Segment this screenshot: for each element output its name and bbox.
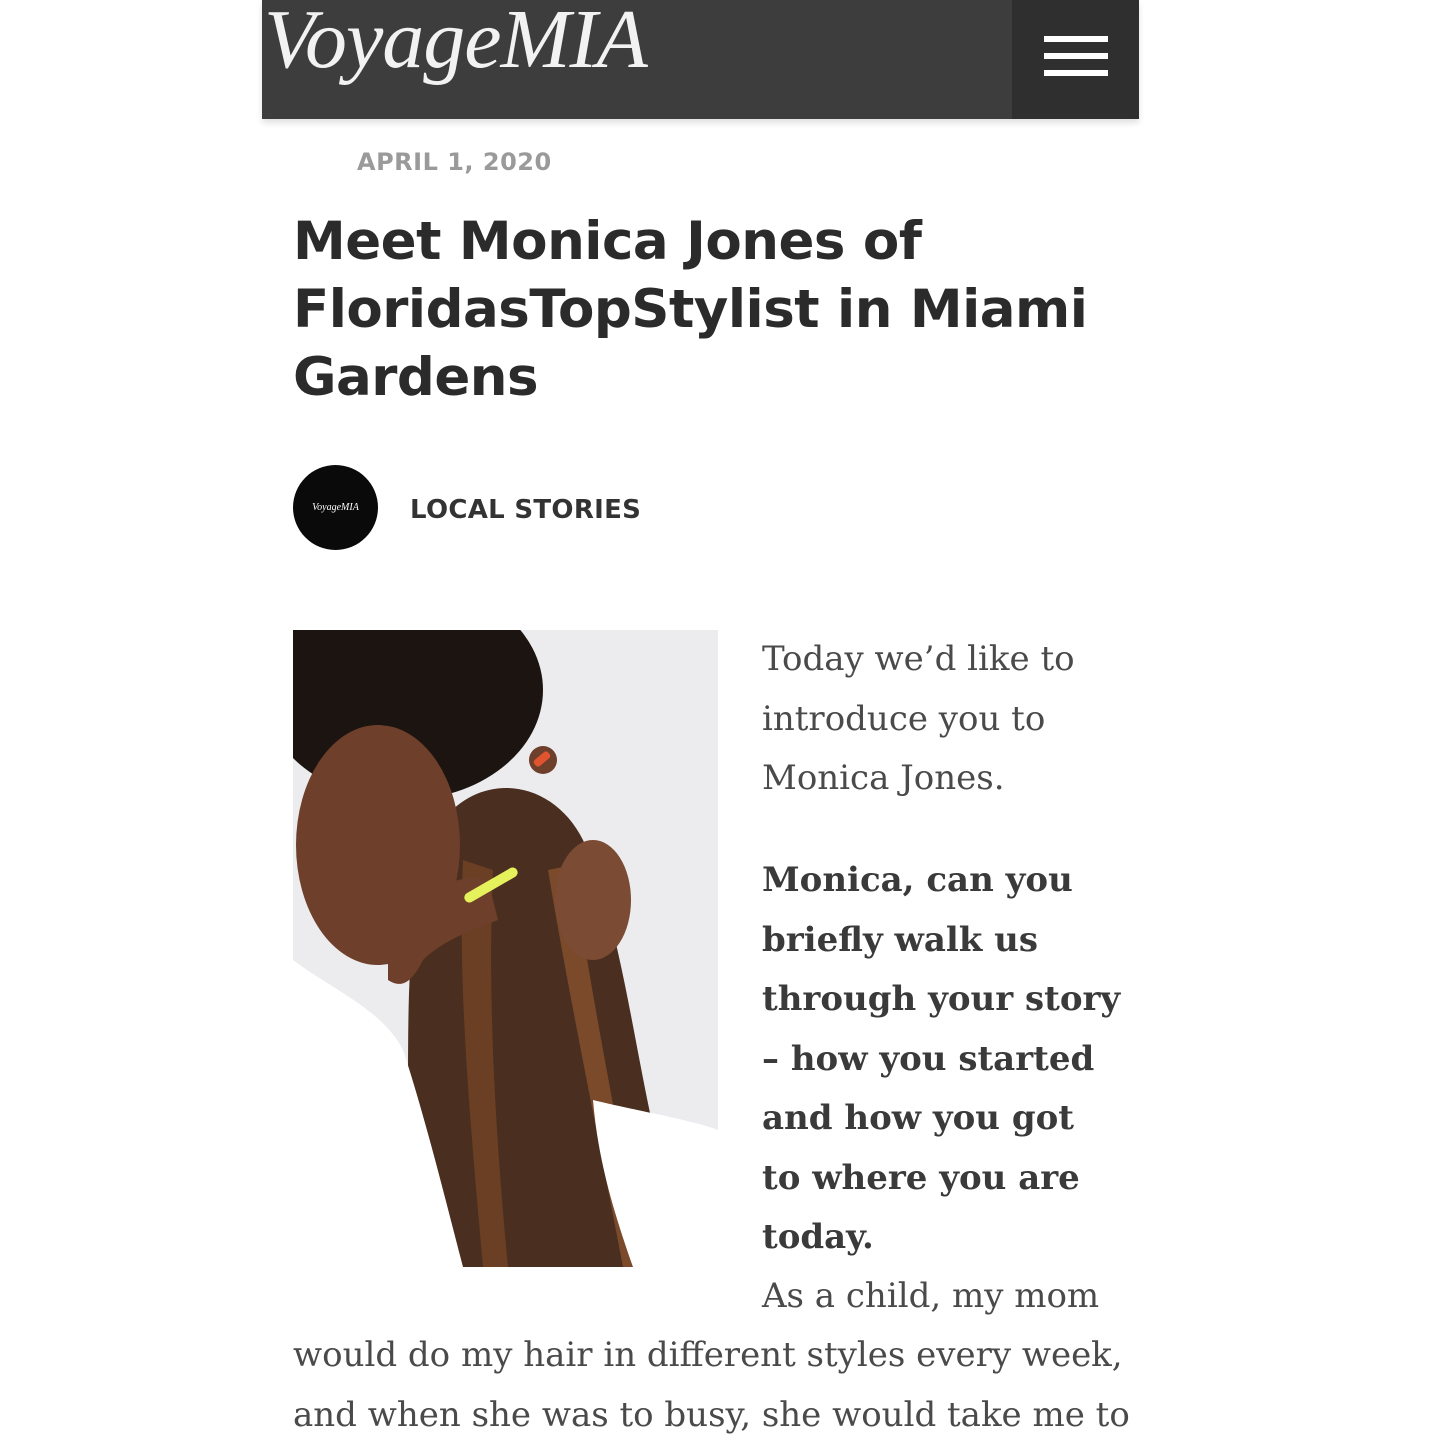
article-date: APRIL 1, 2020 bbox=[357, 148, 552, 176]
category-link[interactable]: LOCAL STORIES bbox=[410, 495, 642, 525]
site-logo[interactable]: VoyageMIA bbox=[264, 0, 647, 86]
author-avatar[interactable] bbox=[293, 465, 378, 550]
answer-line: and when she was to busy, she would take me to bbox=[293, 1395, 1130, 1435]
author-avatar-label: VoyageMIA bbox=[312, 502, 359, 513]
article-title: Meet Monica Jones of FloridasTopStylist in Miami Gardens bbox=[293, 211, 1088, 408]
hamburger-menu-icon[interactable] bbox=[1012, 0, 1139, 119]
interview-question: Monica, can you briefly walk us through your story – how you started and how you got to where you are today. bbox=[762, 860, 1121, 1257]
article-intro: Today we’d like to introduce you to Monica Jones. bbox=[762, 639, 1075, 798]
answer-line: would do my hair in different styles every week, bbox=[293, 1335, 1123, 1375]
menu-bar bbox=[1044, 53, 1108, 59]
menu-bar bbox=[1044, 70, 1108, 76]
answer-line: As a child, my mom bbox=[762, 1276, 1100, 1316]
menu-bar bbox=[1044, 36, 1108, 42]
photo-illustration bbox=[293, 630, 718, 1267]
site-header bbox=[262, 0, 1139, 119]
article-photo bbox=[293, 630, 718, 1267]
